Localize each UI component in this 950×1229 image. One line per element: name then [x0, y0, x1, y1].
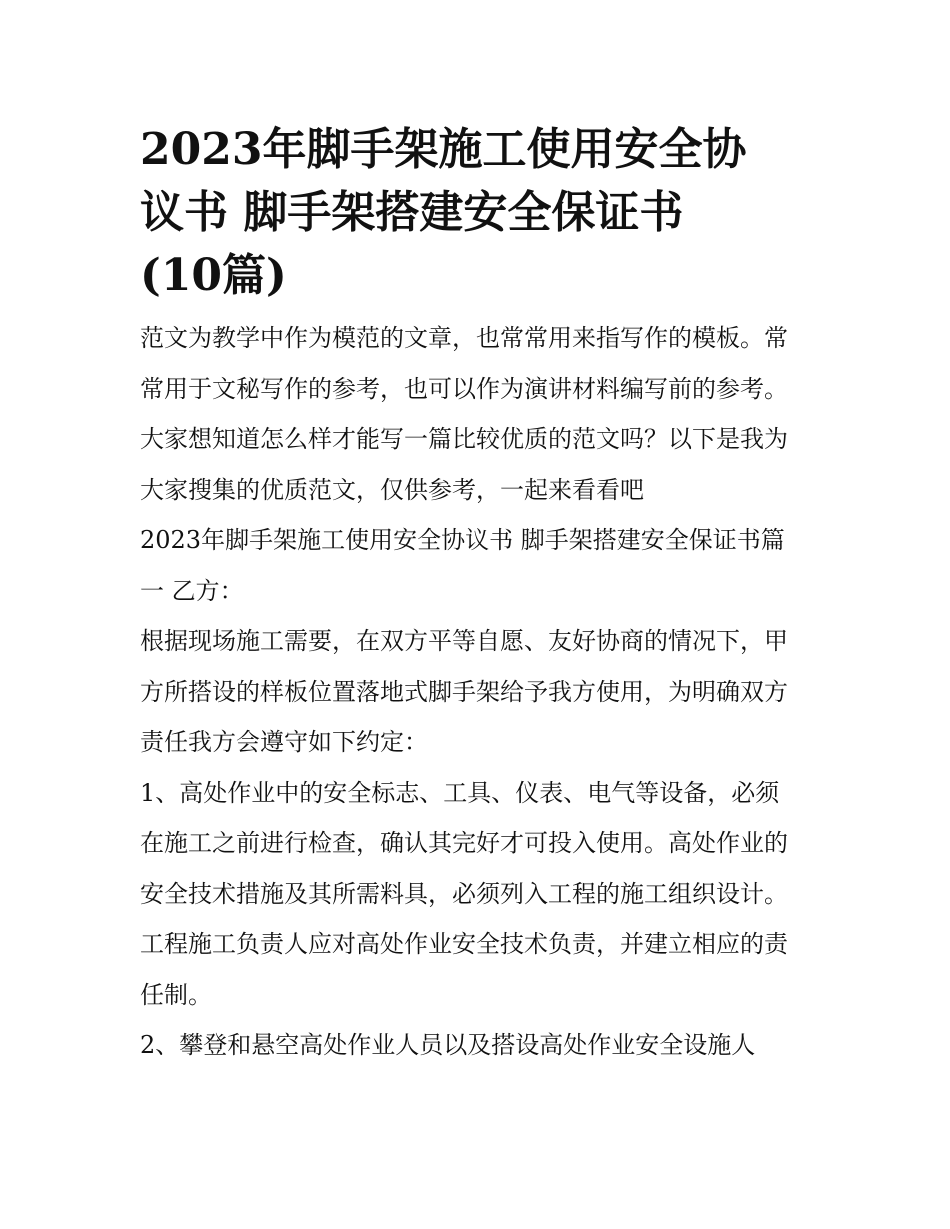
paragraph-line: 范文为教学中作为模范的文章，也常常用来指写作的模板。常: [140, 324, 788, 352]
clause-1-paragraph: [140, 768, 812, 1021]
paragraph-line: 2、攀登和悬空高处作业人员以及搭设高处作业安全设施人: [140, 1031, 756, 1059]
paragraph-line: 常用于文秘写作的参考，也可以作为演讲材料编写前的参考。: [140, 374, 788, 403]
paragraph-line: 任制。: [140, 980, 212, 1009]
paragraph-line: 责任我方会遵守如下约定：: [140, 728, 428, 756]
paragraph-line: 1、高处作业中的安全标志、工具、仪表、电气等设备，必须: [140, 778, 780, 807]
title-line: 议书 脚手架搭建安全保证书: [140, 187, 684, 238]
intro-paragraph: [140, 313, 812, 515]
title-line: (10篇): [140, 250, 287, 301]
section-heading-paragraph: [140, 515, 812, 616]
paragraph-line: 2023年脚手架施工使用安全协议书 脚手架搭建安全保证书篇: [140, 526, 785, 554]
paragraph-line: 在施工之前进行检查，确认其完好才可投入使用。高处作业的: [140, 829, 788, 857]
paragraph-line: 大家搜集的优质范文，仅供参考，一起来看看吧: [140, 475, 644, 504]
paragraph-line: 工程施工负责人应对高处作业安全技术负责，并建立相应的责: [140, 930, 788, 958]
paragraph-line: 根据现场施工需要，在双方平等自愿、友好协商的情况下，甲: [140, 627, 788, 655]
document-title: [140, 118, 812, 307]
clause-2-paragraph: [140, 1020, 812, 1071]
title-line: 2023年脚手架施工使用安全协: [140, 124, 747, 175]
document-content: [140, 118, 812, 1071]
agreement-paragraph: [140, 616, 812, 768]
paragraph-line: 一 乙方：: [140, 576, 244, 605]
paragraph-line: 大家想知道怎么样才能写一篇比较优质的范文吗？以下是我为: [140, 425, 788, 453]
paragraph-line: 方所搭设的样板位置落地式脚手架给予我方使用，为明确双方: [140, 677, 788, 706]
paragraph-line: 安全技术措施及其所需料具，必须列入工程的施工组织设计。: [140, 879, 788, 908]
